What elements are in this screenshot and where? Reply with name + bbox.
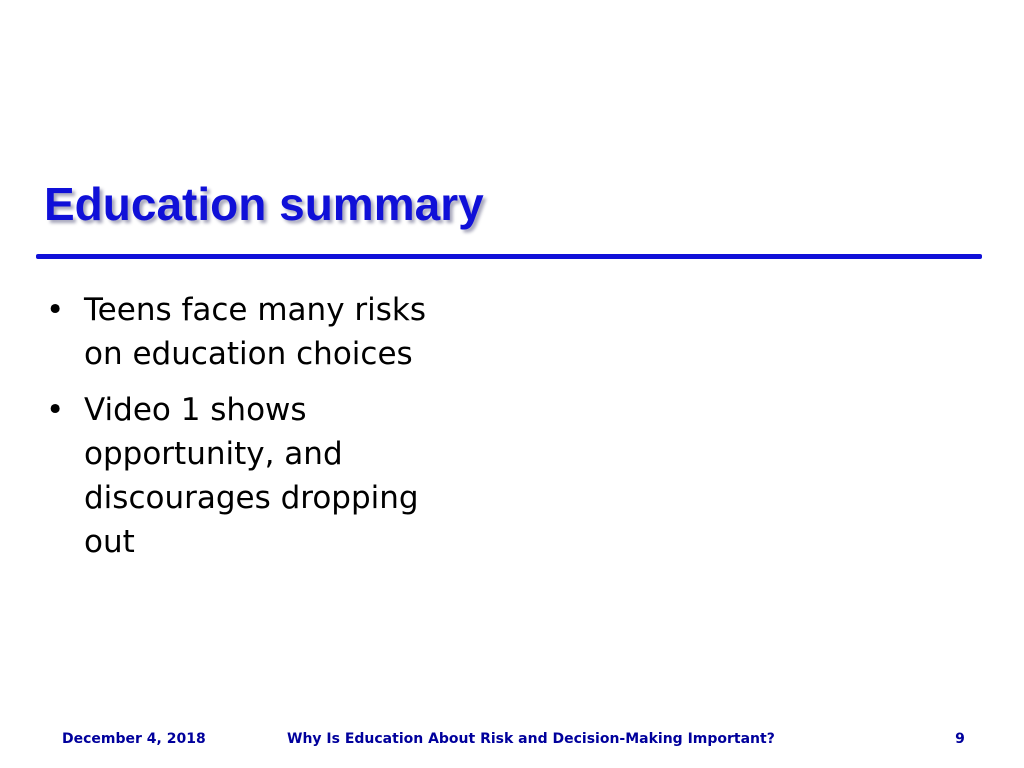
page-number: 9 <box>955 731 965 747</box>
slide-title: Education summary <box>44 178 484 230</box>
bullet-point-icon: • <box>46 292 65 328</box>
bullet-text <box>84 288 506 376</box>
title-underline <box>36 254 982 259</box>
bullet-item <box>46 388 506 564</box>
footer-date: December 4, 2018 <box>62 731 206 747</box>
footer-title: Why Is Education About Risk and Decision-Making Important? <box>287 731 775 747</box>
bullet-point-icon: • <box>46 392 65 428</box>
bullet-line: on education choices <box>84 336 413 372</box>
bullet-line: opportunity, and <box>84 436 343 472</box>
bullet-line: Video 1 shows <box>84 392 307 428</box>
bullet-line: discourages dropping <box>84 480 419 516</box>
bullet-text <box>84 388 506 564</box>
bullet-line: Teens face many risks <box>84 292 426 328</box>
slide-footer <box>0 728 1024 750</box>
bullet-list <box>46 288 506 576</box>
bullet-line: out <box>84 524 135 560</box>
bullet-item <box>46 288 506 376</box>
